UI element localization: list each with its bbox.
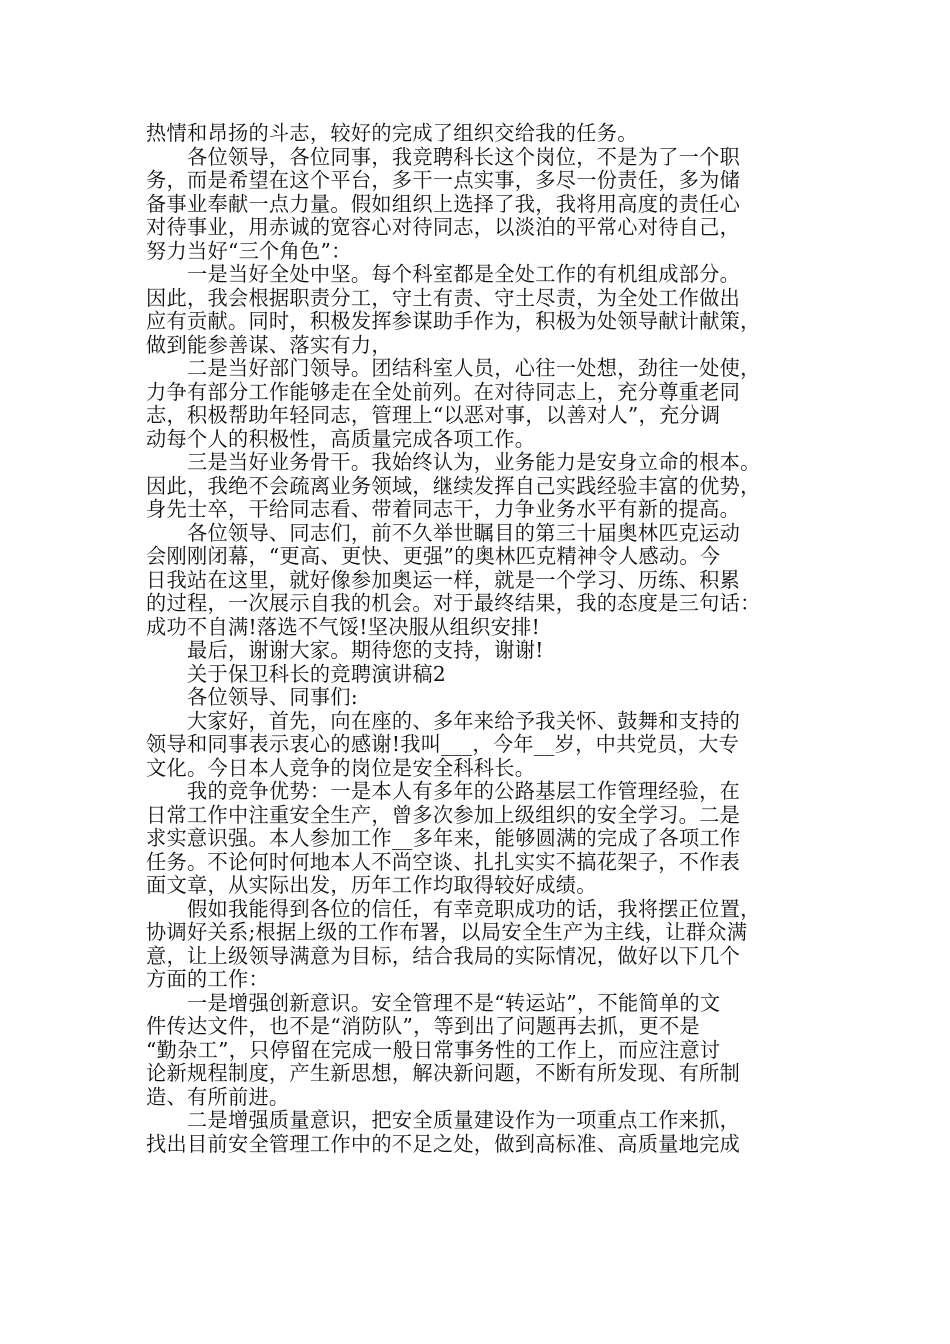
text-line: 件传达文件，也不是“消防队”，等到出了问题再去抓，更不是 xyxy=(146,1014,700,1038)
text-line: 努力当好“三个角色”： xyxy=(146,238,352,263)
text-line: 大家好，首先，向在座的、多年来给予我关怀、鼓舞和支持的 xyxy=(146,708,741,733)
text-line: 二是当好部门领导。团结科室人员，心往一处想，劲往一处使， xyxy=(146,356,761,380)
text-line: 造、有所前进。 xyxy=(146,1084,290,1109)
text-line: 二是增强质量意识，把安全质量建设作为一项重点工作来抓， xyxy=(146,1108,741,1132)
text-line: 对待事业，用赤诚的宽容心对待同志，以淡泊的平常心对待自己， xyxy=(146,215,741,239)
text-line: 成功不自满!落选不气馁!坚决服从组织安排! xyxy=(146,614,541,639)
text-line: 的过程，一次展示自我的机会。对于最终结果，我的态度是三句话： xyxy=(146,591,761,615)
text-line: 面文章，从实际出发，历年工作均取得较好成绩。 xyxy=(146,873,597,897)
text-line: 协调好关系;根据上级的工作布署，以局安全生产为主线，让群众满 xyxy=(146,920,748,944)
text-line: 假如我能得到各位的信任，有幸竞职成功的话，我将摆正位置， xyxy=(146,896,761,921)
text-line: 热情和昂扬的斗志，较好的完成了组织交给我的任务。 xyxy=(146,121,638,145)
text-line: 志，积极帮助年轻同志，管理上“以恶对事，以善对人”，充分调 xyxy=(146,403,721,427)
text-line: 各位领导，各位同事，我竞聘科长这个岗位，不是为了一个职 xyxy=(146,144,741,169)
text-line: 做到能参善谋、落实有力， xyxy=(146,332,392,357)
text-line: 日我站在这里，就好像参加奥运一样，就是一个学习、历练、积累 xyxy=(146,567,741,592)
text-line: 最后，谢谢大家。期待您的支持，谢谢! xyxy=(146,638,544,662)
text-line: 应有贡献。同时，积极发挥参谋助手作为，积极为处领导献计献策， xyxy=(146,309,761,333)
text-line: 方面的工作： xyxy=(146,967,269,991)
text-line: 意，让上级领导满意为目标，结合我局的实际情况，做好以下几个 xyxy=(146,943,741,968)
text-line: 因此，我会根据职责分工，守土有责、守土尽责，为全处工作做出 xyxy=(146,285,741,310)
text-line: 身先士卒，干给同志看、带着同志干，力争业务水平有新的提高。 xyxy=(146,497,741,521)
text-line: 日常工作中注重安全生产，曾多次参加上级组织的安全学习。二是 xyxy=(146,802,741,827)
text-line: 任务。不论何时何地本人不尚空谈、扎扎实实不搞花架子，不作表 xyxy=(146,849,741,874)
text-line: 找出目前安全管理工作中的不足之处，做到高标准、高质量地完成 xyxy=(146,1131,741,1156)
text-line: 文化。今日本人竞争的岗位是安全科科长。 xyxy=(146,755,536,780)
text-line: 论新规程制度，产生新思想，解决新问题，不断有所发现、有所制 xyxy=(146,1061,741,1085)
text-line: “勤杂工”，只停留在完成一般日常事务性的工作上，而应注意讨 xyxy=(146,1037,721,1062)
text-line: 各位领导、同事们: xyxy=(146,685,358,709)
text-line: 会刚刚闭幕，“更高、更快、更强”的奥林匹克精神令人感动。今 xyxy=(146,544,721,568)
document-body xyxy=(146,122,814,1156)
text-line: 因此，我绝不会疏离业务领域，继续发挥自己实践经验丰富的优势， xyxy=(146,473,761,498)
text-line: 我的竞争优势：一是本人有多年的公路基层工作管理经验，在 xyxy=(146,779,741,803)
text-line: 一是当好全处中坚。每个科室都是全处工作的有机组成部分。 xyxy=(146,262,741,286)
text-line: 求实意识强。本人参加工作__多年来，能够圆满的完成了各项工作 xyxy=(146,826,741,850)
text-line: 务，而是希望在这个平台，多干一点实事，多尽一份责任，多为储 xyxy=(146,168,741,192)
text-line: 三是当好业务骨干。我始终认为，业务能力是安身立命的根本。 xyxy=(146,450,761,474)
text-line: 领导和同事表示衷心的感谢!我叫___，今年__岁，中共党员，大专 xyxy=(146,732,740,756)
text-line: 一是增强创新意识。安全管理不是“转运站”，不能简单的文 xyxy=(146,990,721,1015)
section-title: 关于保卫科长的竞聘演讲稿2 xyxy=(146,661,446,686)
text-line: 动每个人的积极性，高质量完成各项工作。 xyxy=(146,426,536,451)
text-line: 力争有部分工作能够走在全处前列。在对待同志上，充分尊重老同 xyxy=(146,379,741,404)
text-line: 备事业奉献一点力量。假如组织上选择了我，我将用高度的责任心 xyxy=(146,191,741,216)
text-line: 各位领导、同志们，前不久举世瞩目的第三十届奥林匹克运动 xyxy=(146,520,741,545)
